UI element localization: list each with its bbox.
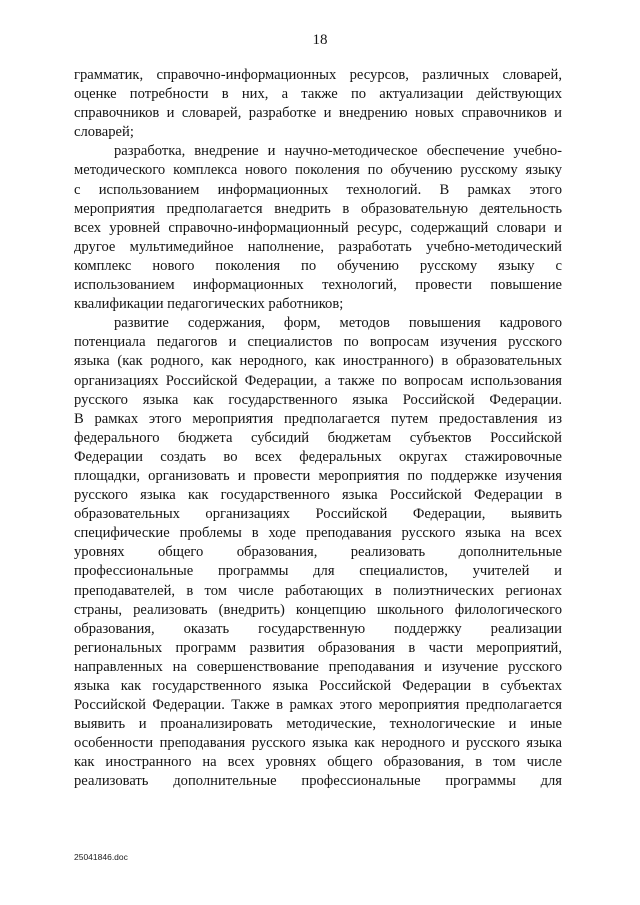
text-line: региональных программ развития образования в части мероприятий, — [74, 639, 562, 656]
text-line: словарей; — [74, 124, 134, 141]
text-line: особенности преподавания русского языка как неродного и русского языка — [74, 735, 562, 752]
text-line: преподавателей, в том числе работающих в полиэтнических регионах — [74, 582, 562, 599]
text-line: уровнях общего образования, реализовать дополнительные — [74, 544, 562, 561]
text-line: с использованием информационных технологий. В рамках этого — [74, 181, 562, 198]
paragraph-first-line: разработка, внедрение и научно-методическое обеспечение учебно- — [114, 143, 562, 160]
file-name-footer: 25041846.doc — [74, 852, 128, 862]
text-line: федерального бюджета субсидий бюджетам субъектов Российской — [74, 429, 562, 446]
text-line: грамматик, справочно-информационных ресурсов, различных словарей, — [74, 67, 562, 83]
text-line: специфические проблемы в ходе преподавания русского языка на всех — [74, 525, 562, 542]
text-line: квалификации педагогических работников; — [74, 296, 344, 313]
text-line: организациях Российской Федерации, а также по вопросам использования — [74, 372, 562, 389]
text-line: русского языка как государственного языка Российской Федерации в — [74, 487, 562, 504]
text-line: комплекс нового поколения по обучению русскому языку с — [74, 257, 562, 274]
text-line: направленных на совершенствование преподавания и изучение русского — [74, 658, 562, 675]
text-line: образования, оказать государственную поддержку реализации — [74, 620, 562, 637]
text-line: В рамках этого мероприятия предполагается путем предоставления из — [74, 410, 562, 427]
paragraph-first-line: развитие содержания, форм, методов повышения кадрового — [114, 315, 562, 332]
text-line: методического комплекса нового поколения по обучению русскому языку — [74, 162, 562, 179]
text-line: мероприятия предполагается внедрить в образовательную деятельность — [74, 200, 562, 217]
text-line: Российской Федерации. Также в рамках этого мероприятия предполагается — [74, 697, 562, 714]
text-line: Федерации создать во всех федеральных округах стажировочные — [74, 448, 562, 465]
text-line: другое мультимедийное наполнение, разработать учебно-методический — [74, 238, 562, 255]
text-line: выявить и проанализировать методические, технологические и иные — [74, 716, 562, 733]
text-line: языка (как родного, как неродного, как иностранного) в образовательных — [74, 353, 562, 370]
text-line: потенциала педагогов и специалистов по вопросам изучения русского — [74, 334, 562, 351]
text-line: страны, реализовать (внедрить) концепцию школьного филологического — [74, 601, 562, 618]
text-line: использованием информационных технологий, провести повышение — [74, 277, 562, 294]
text-line: справочников и словарей, разработке и внедрению новых справочников и — [74, 105, 562, 122]
text-line: как иностранного на всех уровнях общего образования, в том числе — [74, 754, 562, 771]
text-line: всех уровней справочно-информационный ресурс, содержащий словари и — [74, 219, 562, 236]
text-line: языка как государственного языка Российской Федерации в субъектах — [74, 678, 562, 694]
text-line: реализовать дополнительные профессиональные программы для — [74, 773, 562, 790]
page-number: 18 — [312, 32, 328, 48]
text-line: оценке потребности в них, а также по актуализации действующих — [74, 86, 562, 103]
text-line: образовательных организациях Российской Федерации, выявить — [74, 506, 562, 523]
text-line: площадки, организовать и провести мероприятия по поддержке изучения — [74, 467, 562, 484]
document-body — [74, 66, 562, 792]
text-line: русского языка как государственного языка Российской Федерации. — [74, 391, 562, 408]
text-line: профессиональные программы для специалистов, учителей и — [74, 563, 562, 580]
